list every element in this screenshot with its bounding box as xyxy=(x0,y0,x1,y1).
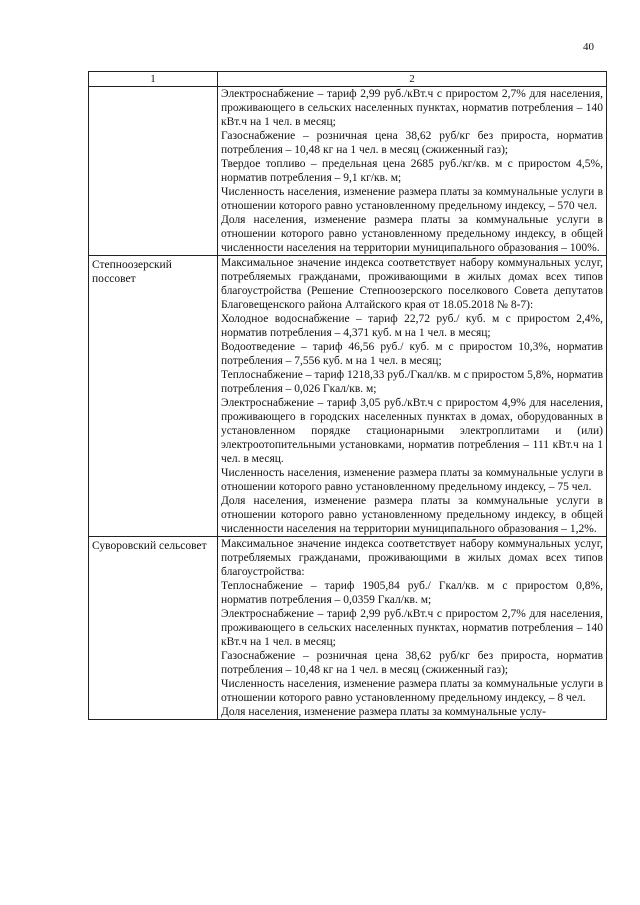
tariff-paragraph: Холодное водоснабжение – тариф 22,72 руб./ куб. м с приростом 2,4%, норматив потребления – 4,371 куб. м на 1 чел. в месяц; xyxy=(221,313,603,339)
table-row xyxy=(89,87,607,256)
table-row xyxy=(89,256,607,537)
tariff-paragraph: Электроснабжение – тариф 2,99 руб./кВт.ч с приростом 2,7% для населения, проживающего в сельских населенных пунктах, норматив потребления – 140 кВт.ч на 1 чел. в месяц; xyxy=(221,608,603,648)
tariff-table xyxy=(88,71,607,720)
tariff-paragraph: Численность населения, изменение размера платы за коммунальные услуги в отношении которого равно установленному предельному индексу, – 75 чел. xyxy=(221,467,603,493)
tariff-paragraph: Максимальное значение индекса соответствует набору коммунальных услуг, потребляемых гражданами, проживающими в жилых домах всех типов благоустройства (Решение Степноозерского поселкового Совета депутатов Благовещенского района Алтайского края от 18.05.2018 № 8-7): xyxy=(221,257,603,311)
tariff-description xyxy=(218,537,607,720)
municipality-name: Суворовский сельсовет xyxy=(89,537,218,720)
tariff-paragraph: Электроснабжение – тариф 3,05 руб./кВт.ч с приростом 4,9% для населения, проживающего в городских населенных пунктах в домах, оборудованных в установленном порядке стационарными электроплитами и (или) электроотопительными установками, норматив потребления – 111 кВт.ч на 1 чел. в месяц. xyxy=(221,397,603,465)
tariff-description xyxy=(218,256,607,537)
tariff-paragraph: Водоотведение – тариф 46,56 руб./ куб. м с приростом 10,3%, норматив потребления – 7,556 куб. м на 1 чел. в месяц; xyxy=(221,341,603,367)
municipality-name xyxy=(89,87,218,256)
tariff-paragraph: Численность населения, изменение размера платы за коммунальные услуги в отношении которого равно установленному предельному индексу, – 570 чел. xyxy=(221,186,603,212)
municipality-name: Степноозерский поссовет xyxy=(89,256,218,537)
tariff-paragraph: Электроснабжение – тариф 2,99 руб./кВт.ч с приростом 2,7% для населения, проживающего в сельских населенных пунктах, норматив потребления – 140 кВт.ч на 1 чел. в месяц; xyxy=(221,88,603,128)
tariff-paragraph: Доля населения, изменение размера платы за коммунальные услуги в отношении которого равно установленному предельному индексу, в общей численности населения на территории муниципального образования – 1,2%. xyxy=(221,495,603,535)
page-number: 40 xyxy=(583,41,594,53)
tariff-paragraph: Максимальное значение индекса соответствует набору коммунальных услуг, потребляемых гражданами, проживающими в жилых домах всех типов благоустройства: xyxy=(221,538,603,578)
table-row xyxy=(89,537,607,720)
tariff-paragraph: Газоснабжение – розничная цена 38,62 руб/кг без прироста, норматив потребления – 10,48 кг на 1 чел. в месяц (сжиженный газ); xyxy=(221,650,603,676)
table-header-row xyxy=(89,72,607,87)
tariff-paragraph: Численность населения, изменение размера платы за коммунальные услуги в отношении которого равно установленному предельному индексу, – 8 чел. xyxy=(221,678,603,704)
tariff-paragraph: Доля населения, изменение размера платы за коммунальные услу- xyxy=(221,706,547,718)
tariff-paragraph: Газоснабжение – розничная цена 38,62 руб/кг без прироста, норматив потребления – 10,48 кг на 1 чел. в месяц (сжиженный газ); xyxy=(221,130,603,156)
header-col-2: 2 xyxy=(218,72,607,87)
tariff-paragraph: Доля населения, изменение размера платы за коммунальные услуги в отношении которого равно установленному предельному индексу, в общей численности населения на территории муниципального образования – 100%. xyxy=(221,214,603,254)
header-col-1: 1 xyxy=(89,72,218,87)
tariff-paragraph: Теплоснабжение – тариф 1905,84 руб./ Гкал/кв. м с приростом 0,8%, норматив потребления – 0,0359 Гкал/кв. м; xyxy=(221,580,603,606)
tariff-paragraph: Твердое топливо – предельная цена 2685 руб./кг/кв. м с приростом 4,5%, норматив потребления – 9,1 кг/кв. м; xyxy=(221,158,603,184)
table-body xyxy=(89,87,607,720)
tariff-description xyxy=(218,87,607,256)
tariff-paragraph: Теплоснабжение – тариф 1218,33 руб./Гкал/кв. м с приростом 5,8%, норматив потребления – 0,026 Гкал/кв. м; xyxy=(221,369,603,395)
